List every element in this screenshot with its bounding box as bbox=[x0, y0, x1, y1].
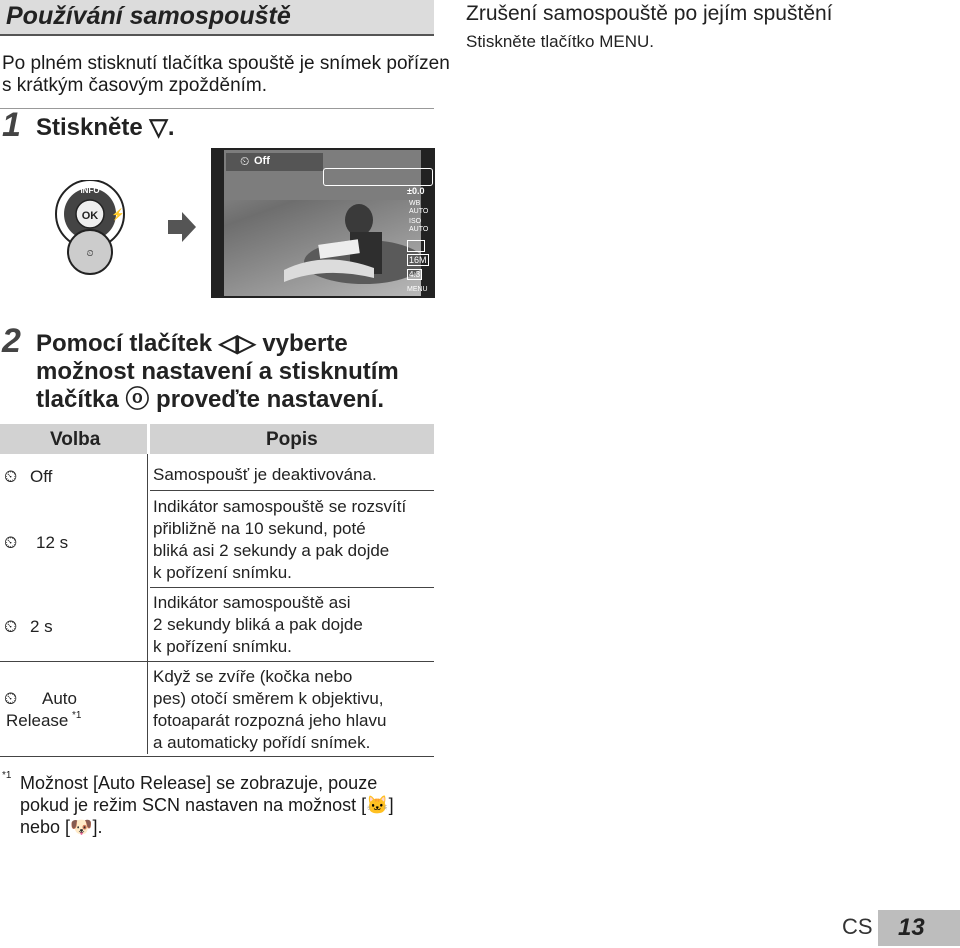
table-row-2-desc-3: bliká asi 2 sekundy a pak dojde bbox=[153, 541, 390, 560]
table-row-2-desc-1: Indikátor samospouště se rozsvítí bbox=[153, 497, 407, 516]
section-title: Používání samospouště bbox=[6, 2, 291, 30]
table-row-2-desc-2: přibližně na 10 sekund, poté bbox=[153, 519, 366, 538]
timer-icon: ⏲ bbox=[4, 467, 18, 486]
footnote-line-3: nebo [🐶]. bbox=[20, 817, 103, 837]
footnote-mark: *1 bbox=[2, 770, 12, 781]
table-row-4-desc-2: pes) otočí směrem k objektivu, bbox=[153, 689, 384, 708]
table-row-rule bbox=[150, 490, 434, 491]
timer-icon: ⏲ bbox=[4, 533, 18, 552]
table-row-rule bbox=[150, 587, 434, 588]
table-row-4-desc-3: fotoaparát rozpozná jeho hlavu bbox=[153, 711, 387, 730]
section-title-bar bbox=[0, 0, 434, 34]
page-number-box bbox=[878, 910, 960, 946]
table-column-divider bbox=[147, 424, 148, 754]
table-row-3-desc-2: 2 sekundy bliká a pak dojde bbox=[153, 615, 363, 634]
step-2-line-2: možnost nastavení a stisknutím bbox=[36, 358, 399, 385]
table-row-1-option: Off bbox=[30, 467, 53, 486]
table-row-4-desc-1: Když se zvíře (kočka nebo bbox=[153, 667, 353, 686]
timer-icon: ⏲ bbox=[4, 617, 18, 636]
table-bottom-rule bbox=[0, 756, 434, 757]
timer-options-strip bbox=[323, 168, 433, 186]
self-timer-icon: ⏲ bbox=[240, 154, 250, 168]
screen-header bbox=[226, 153, 323, 171]
right-text: Stiskněte tlačítko MENU. bbox=[466, 32, 655, 51]
auto-release-icon: ⏲ bbox=[4, 689, 18, 708]
svg-text:⏲: ⏲ bbox=[86, 248, 94, 258]
footnote-line-1: Možnost [Auto Release] se zobrazuje, pouze bbox=[20, 773, 378, 793]
table-header-option: Volba bbox=[50, 429, 101, 450]
intro-line-2: s krátkým časovým zpožděním. bbox=[2, 75, 268, 96]
exposure-indicator: ±0.0 bbox=[407, 186, 425, 196]
table-row-3-desc-3: k pořízení snímku. bbox=[153, 637, 292, 656]
menu-indicator: MENU bbox=[407, 286, 428, 293]
table-row-2-option: 12 s bbox=[36, 533, 69, 552]
table-row-2-desc-4: k pořízení snímku. bbox=[153, 563, 292, 582]
step-2-line-1: Pomocí tlačítek ◁▷ vyberte bbox=[36, 330, 348, 357]
iso-indicator: ISO AUTO bbox=[409, 218, 429, 233]
table-row-3-desc-1: Indikátor samospouště asi bbox=[153, 593, 351, 612]
table-header-desc: Popis bbox=[266, 429, 318, 450]
table-row-4-option-2: Release bbox=[6, 711, 69, 730]
step-2-number: 2 bbox=[2, 322, 21, 360]
size-indicator: 16M bbox=[409, 255, 427, 265]
intro-line-1: Po plném stisknutí tlačítka spouště je snímek pořízen bbox=[2, 53, 450, 74]
step-1-number: 1 bbox=[2, 106, 21, 144]
table-row-1-desc: Samospoušť je deaktivována. bbox=[153, 465, 377, 484]
page-number: 13 bbox=[898, 914, 925, 941]
footnote-line-2: pokud je režim SCN nastaven na možnost [🐱] bbox=[20, 795, 394, 815]
step-1-text: Stiskněte ▽. bbox=[36, 114, 175, 141]
table-row-4-desc-4: a automaticky pořídí snímek. bbox=[153, 733, 371, 752]
step-2-line-3: tlačítka ⓞ proveďte nastavení. bbox=[36, 386, 385, 413]
camera-control-pad-illustration bbox=[55, 180, 145, 292]
right-heading: Zrušení samospouště po jejím spuštění bbox=[466, 2, 833, 25]
quality-icon bbox=[407, 240, 425, 252]
footnote-ref: *1 bbox=[72, 710, 82, 721]
intro-rule bbox=[0, 108, 434, 109]
table-header-gap bbox=[147, 424, 150, 454]
screen-header-label: Off bbox=[254, 155, 270, 167]
page-language: CS bbox=[842, 914, 873, 939]
table-row-4-option: Auto bbox=[42, 689, 77, 708]
title-rule bbox=[0, 34, 434, 36]
arrow-right-icon bbox=[168, 212, 196, 242]
svg-text:⚡: ⚡ bbox=[111, 209, 125, 221]
table-row-3-option: 2 s bbox=[30, 617, 53, 636]
svg-text:OK: OK bbox=[81, 210, 99, 222]
table-row-rule bbox=[0, 661, 434, 662]
wb-indicator: WB AUTO bbox=[409, 200, 429, 215]
camera-screen bbox=[211, 148, 435, 298]
table-header bbox=[0, 424, 434, 454]
aspect-indicator: 4:3 bbox=[409, 270, 421, 279]
svg-text:INFO: INFO bbox=[80, 186, 100, 195]
